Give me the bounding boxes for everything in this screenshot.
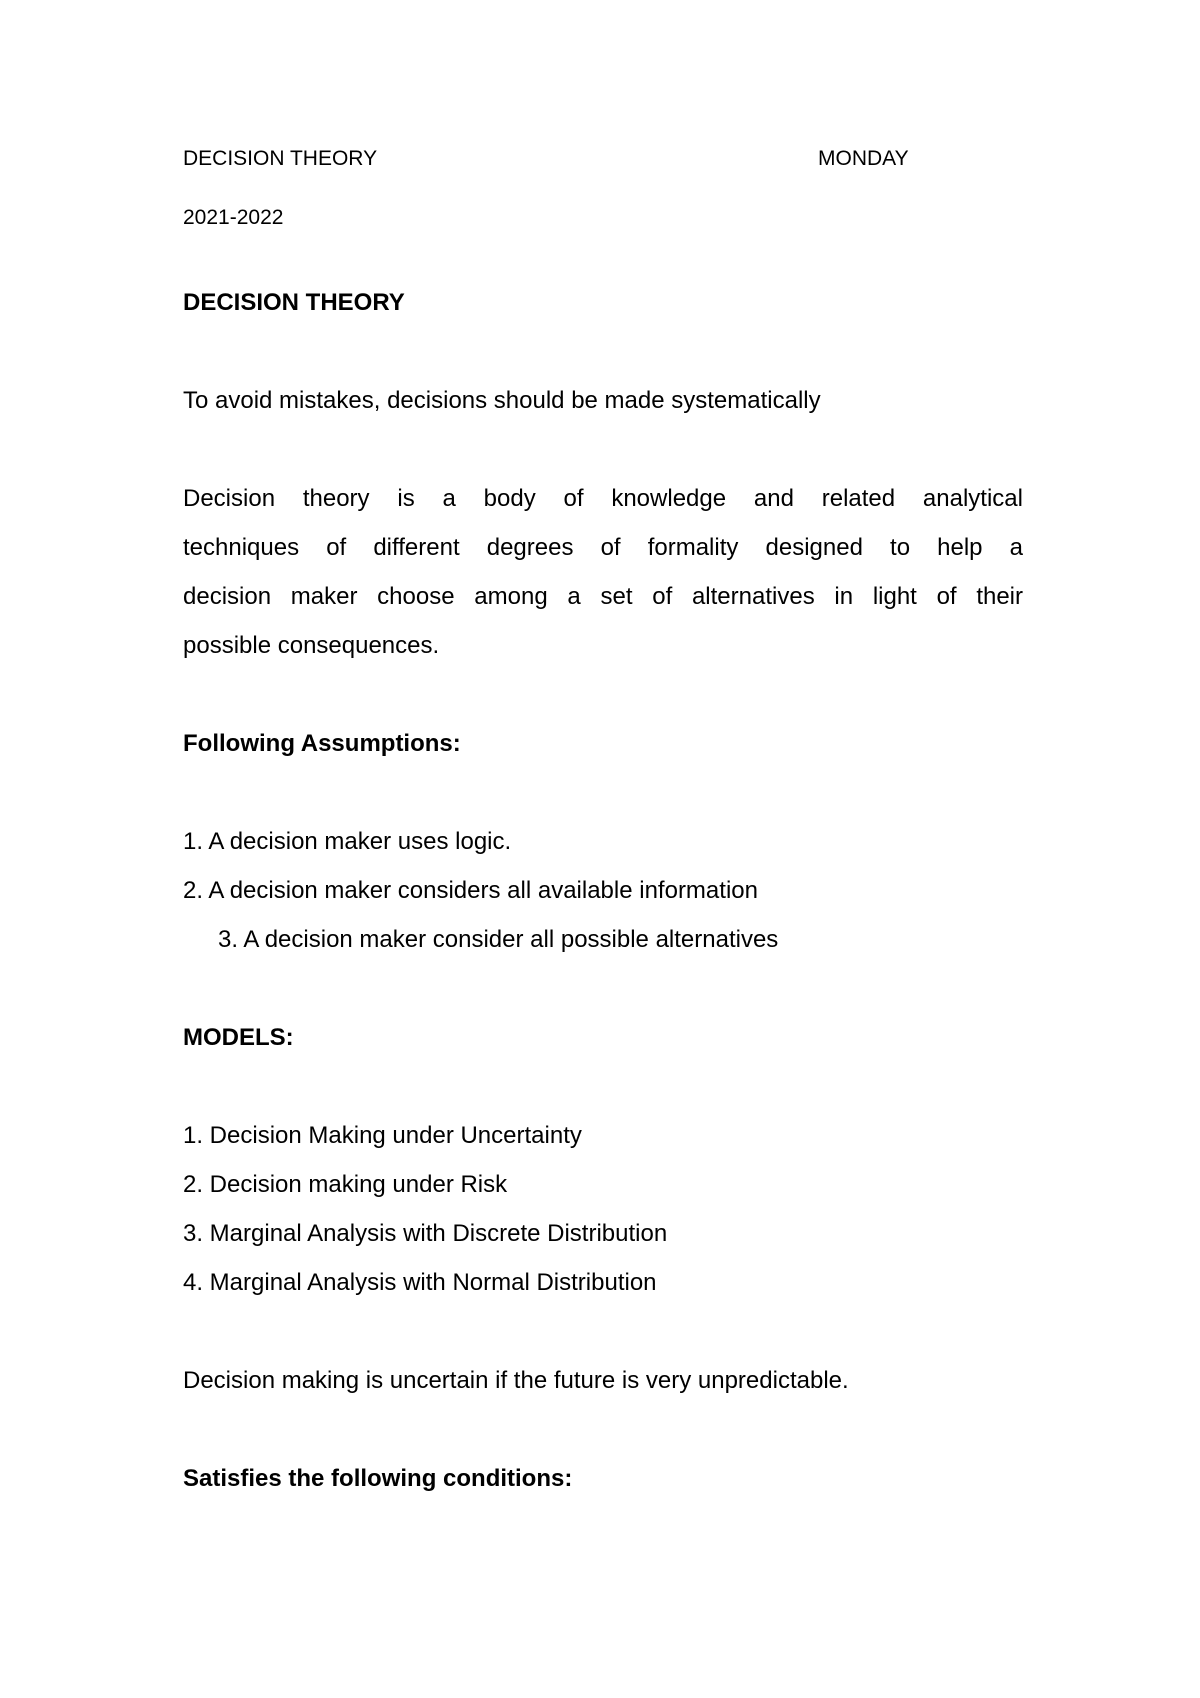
page-title: DECISION THEORY (183, 289, 405, 316)
definition-line-3: decision maker choose among a set of alternatives in light of their (183, 583, 1023, 610)
definition-line-1: Decision theory is a body of knowledge and related analytical (183, 485, 1023, 512)
model-item-2: 2. Decision making under Risk (183, 1171, 508, 1198)
assumption-item-2: 2. A decision maker considers all available information (183, 877, 758, 904)
uncertainty-note: Decision making is uncertain if the future is very unpredictable. (183, 1367, 849, 1394)
intro-text: To avoid mistakes, decisions should be made systematically (183, 387, 821, 414)
definition-line-2: techniques of different degrees of formality designed to help a (183, 534, 1023, 561)
conditions-heading: Satisfies the following conditions: (183, 1465, 573, 1492)
assumptions-heading: Following Assumptions: (183, 730, 461, 757)
models-heading: MODELS: (183, 1024, 294, 1051)
model-item-4: 4. Marginal Analysis with Normal Distribution (183, 1269, 657, 1296)
header-year: 2021-2022 (183, 206, 284, 229)
assumption-item-3: 3. A decision maker consider all possible alternatives (218, 926, 779, 953)
header-course: DECISION THEORY (183, 147, 378, 170)
model-item-3: 3. Marginal Analysis with Discrete Distribution (183, 1220, 668, 1247)
definition-line-4: possible consequences. (183, 632, 440, 659)
assumption-item-1: 1. A decision maker uses logic. (183, 828, 512, 855)
header-day: MONDAY (818, 147, 909, 170)
model-item-1: 1. Decision Making under Uncertainty (183, 1122, 582, 1149)
